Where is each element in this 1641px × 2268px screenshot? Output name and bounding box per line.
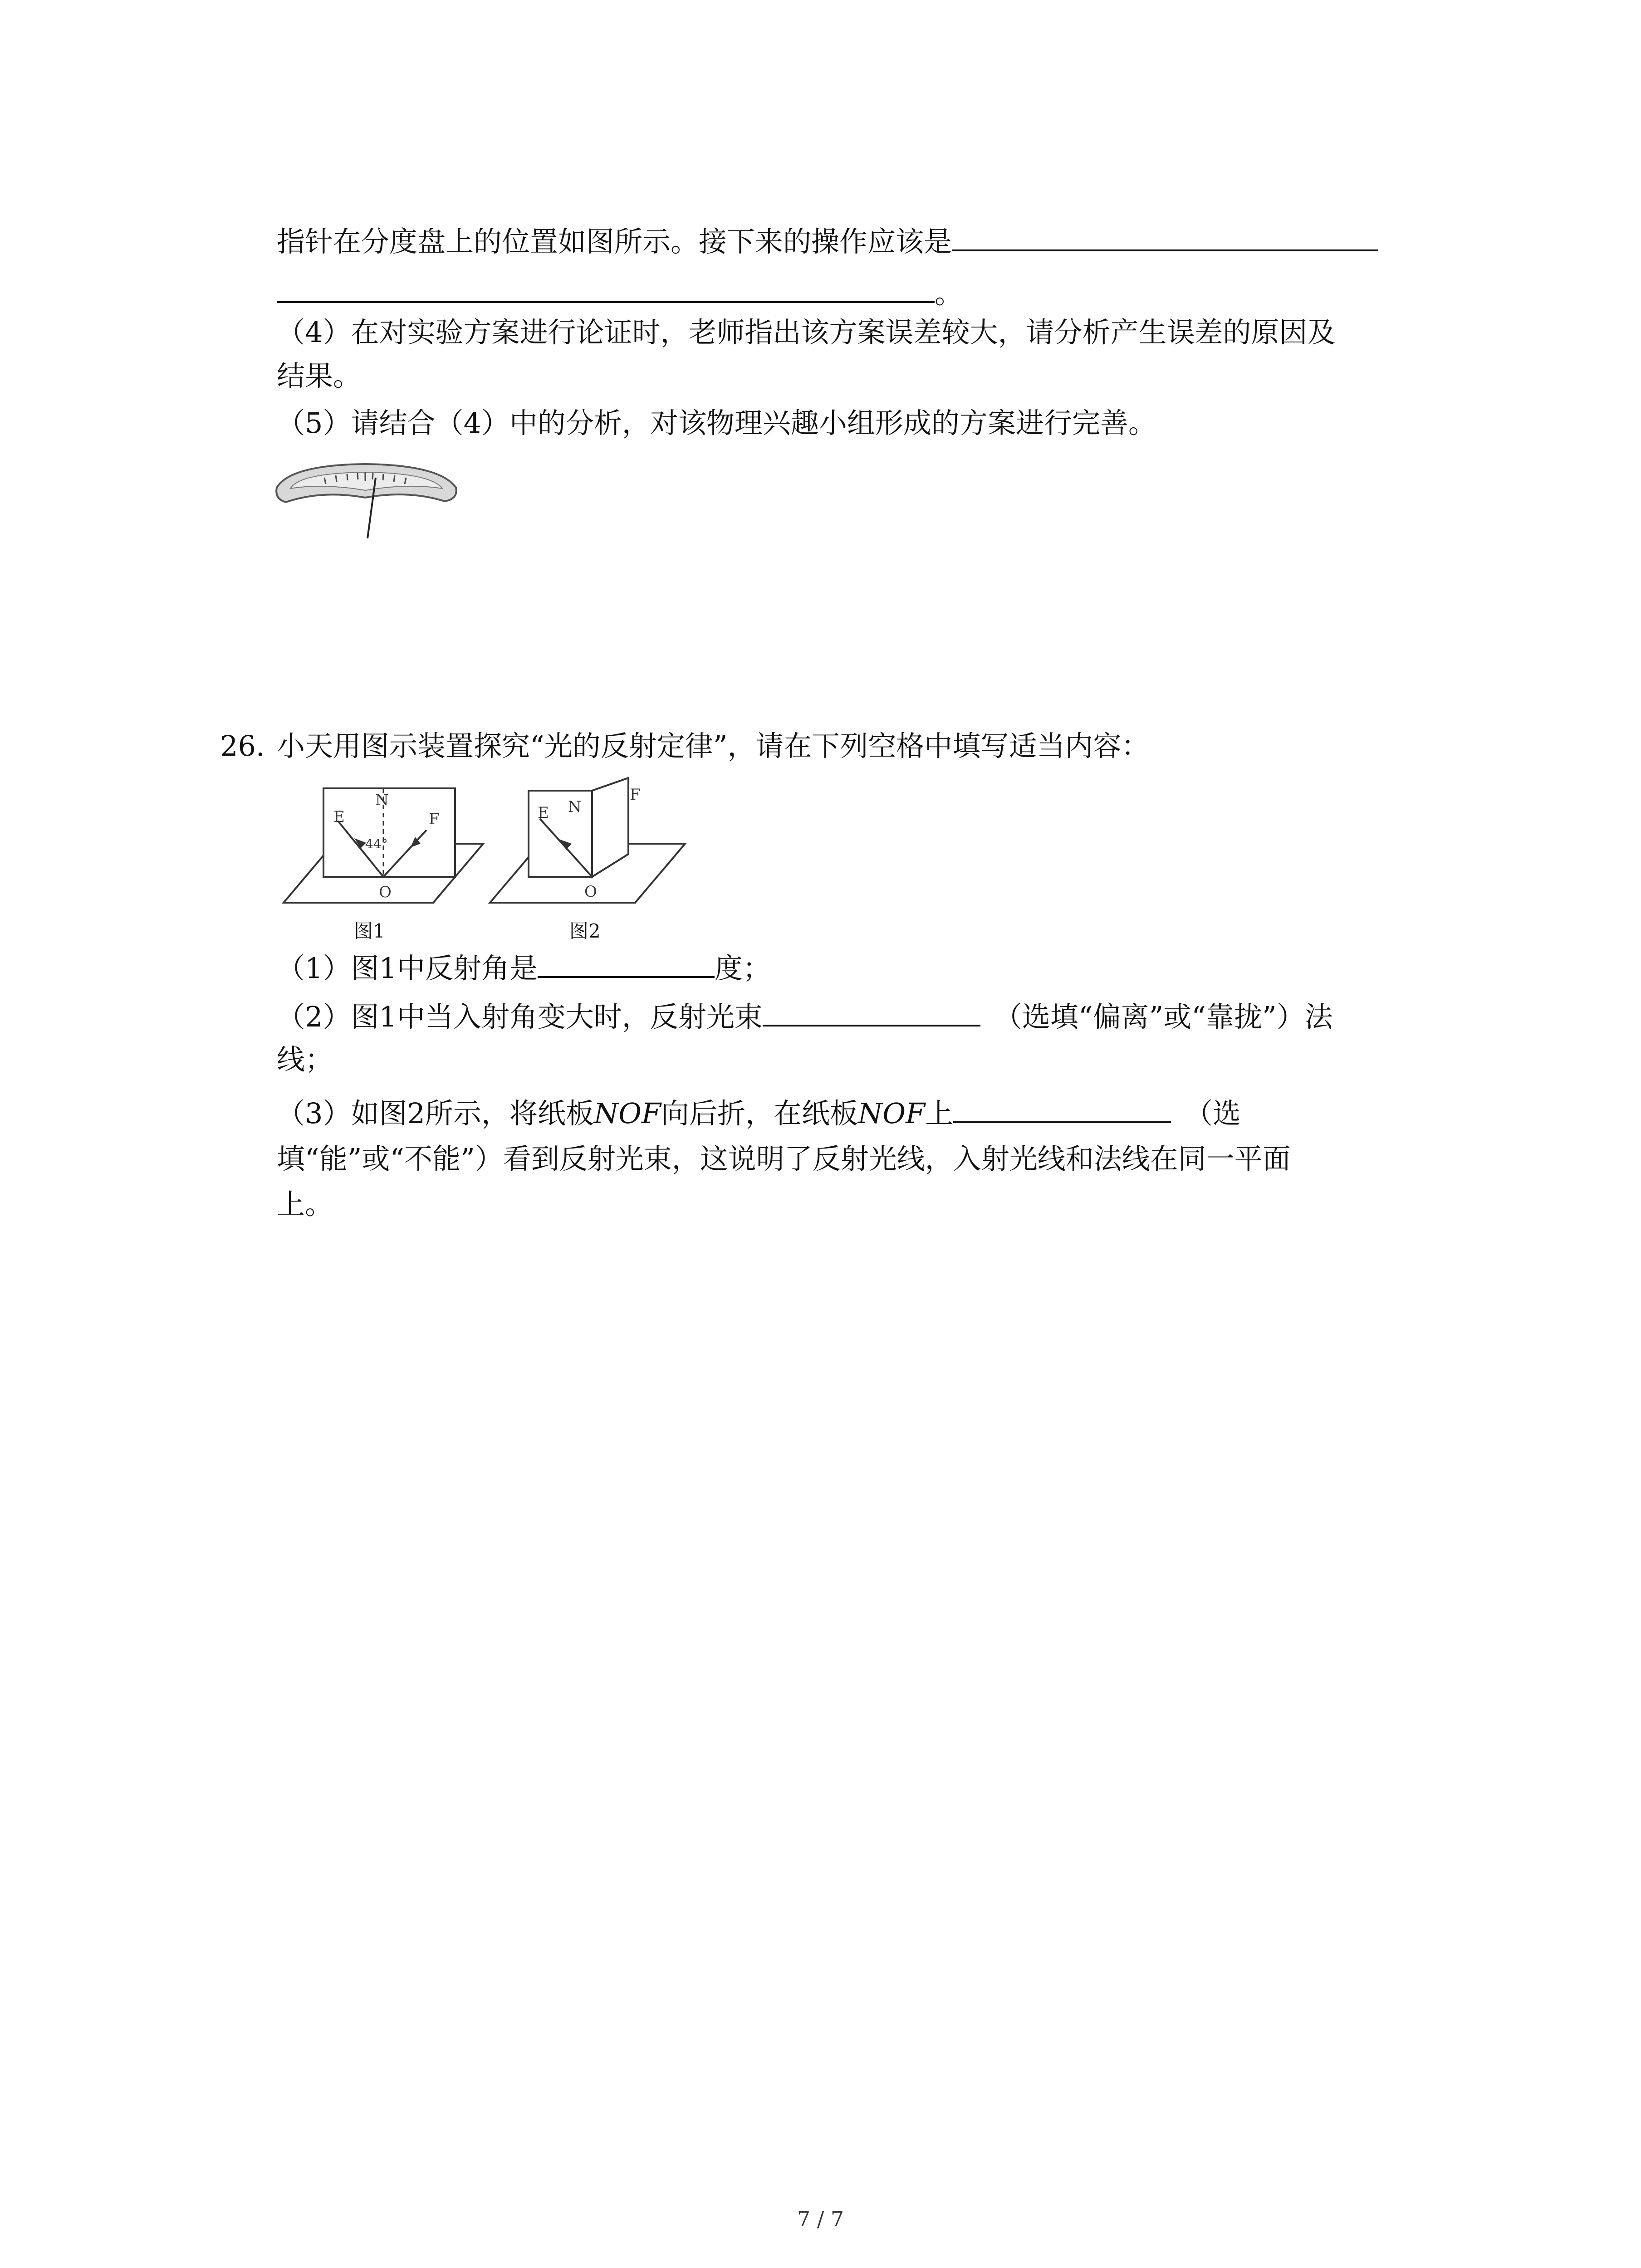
- fig2-label-E: E: [538, 804, 549, 822]
- q26-sub3: （3）如图2所示，将纸板NOF向后折，在纸板NOF上 （选: [277, 1093, 1241, 1132]
- q26-sub2-line2: 线；: [277, 1043, 333, 1076]
- fig2-label-F: F: [630, 786, 641, 804]
- fig1-label-N: N: [375, 791, 389, 809]
- figure-2-caption: 图2: [569, 920, 601, 942]
- answer-blank-beam-direction[interactable]: [763, 997, 980, 1026]
- fig1-angle-label: 44°: [365, 836, 388, 851]
- question-number-26: 26.: [220, 729, 265, 763]
- answer-blank-can-see[interactable]: [953, 1093, 1171, 1123]
- figure-1-caption: 图1: [354, 920, 385, 942]
- figure-1-reflection: [279, 780, 488, 912]
- q25-part5: （5）请结合（4）中的分析，对该物理兴趣小组形成的方案进行完善。: [277, 406, 1156, 440]
- answer-blank-operation[interactable]: [952, 221, 1378, 251]
- balance-dial-figure: [272, 460, 463, 544]
- figure-2-folded: [485, 773, 694, 912]
- q26-sub1: （1）图1中反射角是 度；: [277, 948, 771, 987]
- answer-blank-operation-cont[interactable]: [277, 273, 935, 303]
- q25-part4-line2: 结果。: [277, 359, 362, 392]
- answer-blank-reflection-angle[interactable]: [538, 948, 715, 978]
- fig1-label-F: F: [429, 810, 440, 828]
- fig1-label-E: E: [333, 808, 345, 826]
- q25-line2: 。: [277, 273, 963, 312]
- fig2-label-O: O: [584, 883, 597, 901]
- fig2-label-N: N: [568, 798, 582, 816]
- q26-stem: 小天用图示装置探究“光的反射定律”，请在下列空格中填写适当内容：: [277, 729, 1150, 763]
- q26-sub3-line3: 上。: [277, 1188, 333, 1221]
- q26-sub2: （2）图1中当入射角变大时，反射光束 （选填“偏离”或“靠拢”）法: [277, 997, 1333, 1035]
- q25-part4-line1: （4）在对实验方案进行论证时，老师指出该方案误差较大，请分析产生误差的原因及: [277, 316, 1336, 349]
- page-number: 7 / 7: [797, 2207, 844, 2231]
- q25-line1: 指针在分度盘上的位置如图所示。接下来的操作应该是: [277, 221, 1378, 260]
- fig1-label-O: O: [379, 883, 392, 901]
- q26-sub3-line2: 填“能”或“不能”）看到反射光束，这说明了反射光线，入射光线和法线在同一平面: [277, 1142, 1291, 1175]
